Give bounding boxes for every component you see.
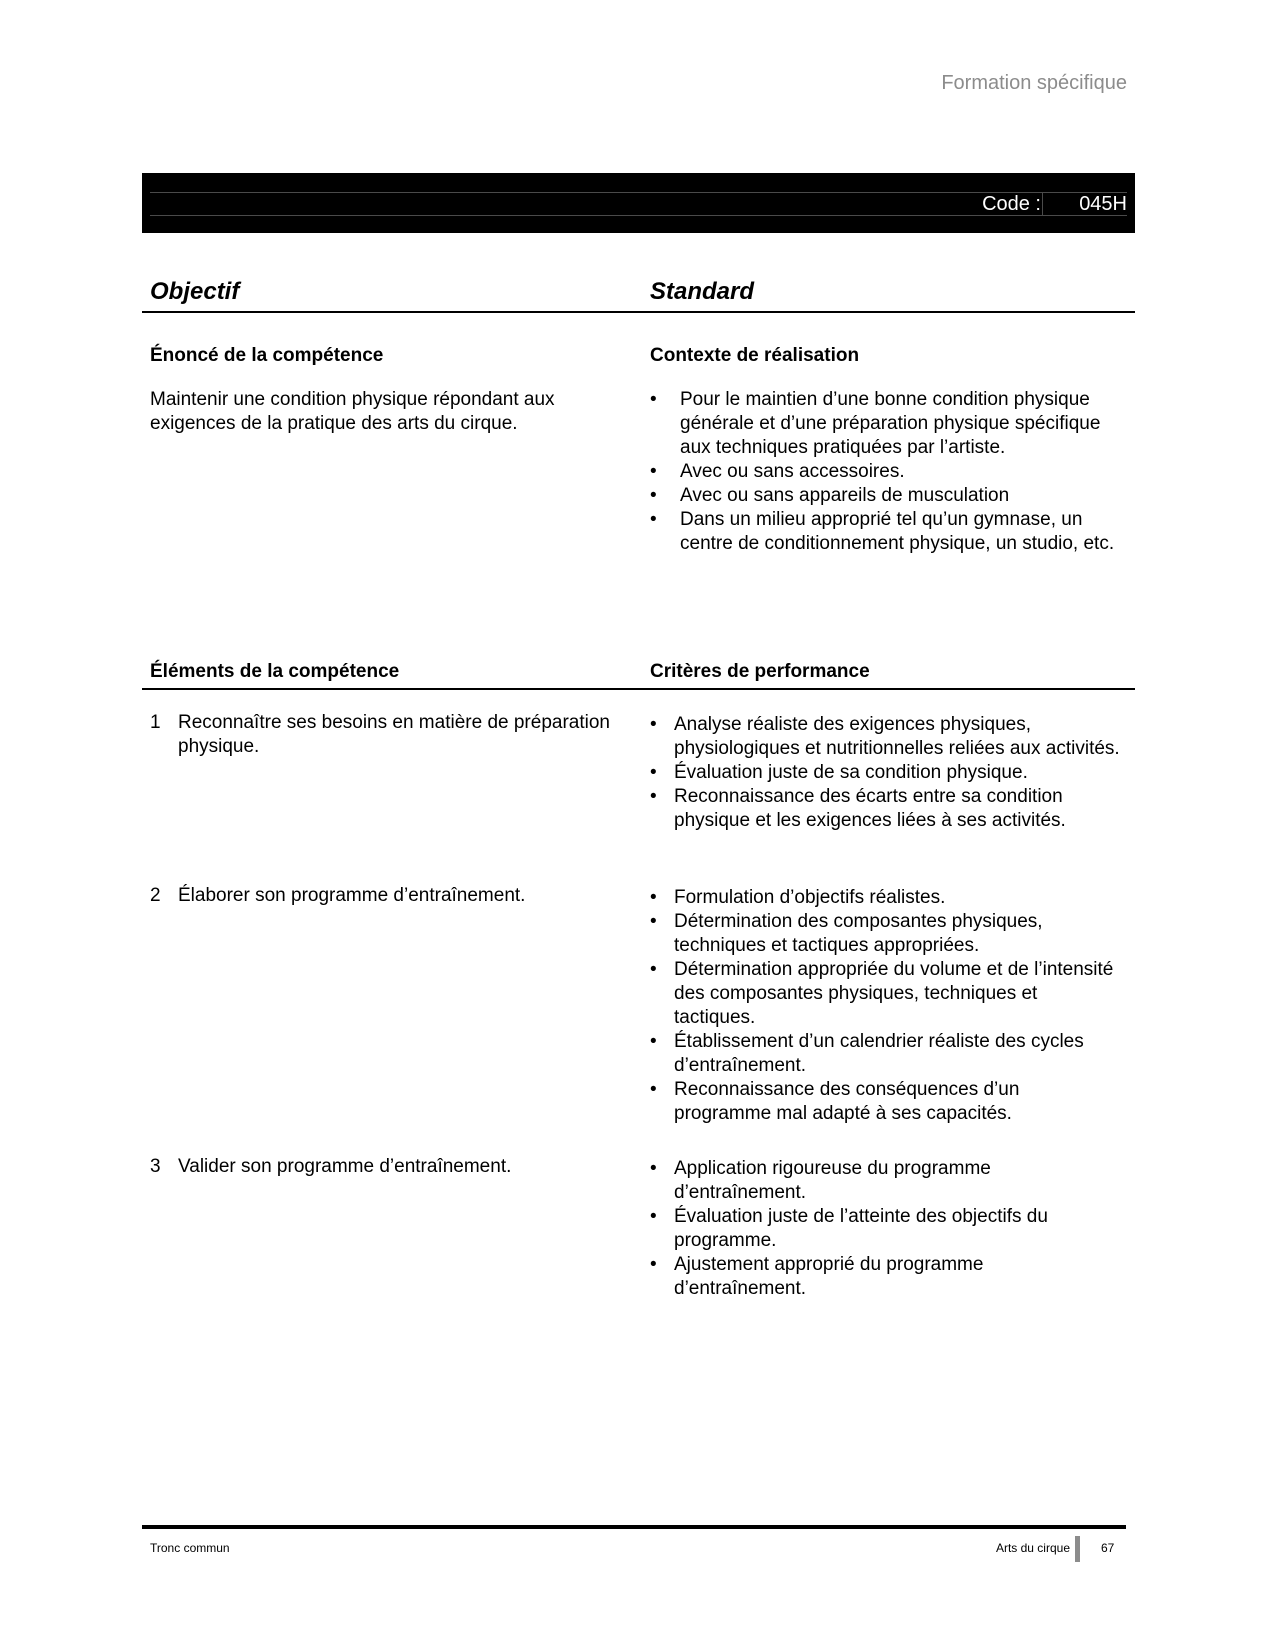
enonce-text: Maintenir une condition physique répondant aux exigences de la pratique des arts du cirque. — [150, 389, 555, 434]
list-item: • Évaluation juste de l’atteinte des objectifs du programme. — [650, 1206, 1048, 1251]
list-item: • Reconnaissance des conséquences d’un programme mal adapté à ses capacités. — [650, 1079, 1020, 1124]
section-heading-objectif: Objectif — [150, 278, 240, 305]
list-item: • Formulation d’objectifs réalistes. — [650, 887, 946, 908]
element-number: 2 — [150, 885, 161, 906]
code-value: 045H — [1079, 193, 1127, 215]
element-3 — [150, 1155, 620, 1179]
list-item: • Application rigoureuse du programme d’entraînement. — [650, 1158, 991, 1203]
element-2 — [150, 884, 620, 908]
page-number: 67 — [1101, 1541, 1115, 1555]
element-1 — [150, 711, 620, 759]
enonce-block — [150, 344, 620, 436]
list-item: • Avec ou sans accessoires. — [650, 461, 905, 482]
code-bar-rule-bottom — [150, 215, 1127, 216]
list-item: • Détermination des composantes physiques, techniques et tactiques appropriées. — [650, 911, 1043, 956]
list-item: • Pour le maintien d’une bonne condition physique générale et d’une préparation physique spécifique aux techniques pratiquées par l’artiste. — [650, 389, 1101, 458]
footer-left-label: Tronc commun — [150, 1541, 230, 1555]
list-item: • Dans un milieu approprié tel qu’un gymnase, un centre de conditionnement physique, un studio, etc. — [650, 509, 1115, 554]
list-item: • Évaluation juste de sa condition physique. — [650, 762, 1028, 783]
list-item: • Avec ou sans appareils de musculation — [650, 485, 1010, 506]
code-bar-rule-top — [150, 192, 1127, 193]
criteria-list-3 — [650, 1157, 1120, 1301]
list-item: • Établissement d’un calendrier réaliste des cycles d’entraînement. — [650, 1031, 1084, 1076]
heading-rule — [142, 311, 1135, 313]
elements-heading: Éléments de la compétence — [150, 661, 400, 682]
contexte-heading: Contexte de réalisation — [650, 345, 860, 366]
footer-program-title: Arts du cirque — [995, 1541, 1070, 1555]
element-number: 3 — [150, 1156, 161, 1177]
list-item: • Détermination appropriée du volume et de l’intensité des composantes physiques, techniques et tactiques. — [650, 959, 1114, 1028]
running-header: Formation spécifique — [941, 72, 1127, 94]
element-number: 1 — [150, 712, 161, 733]
heading-rule — [142, 688, 1135, 690]
contexte-block — [650, 344, 1130, 556]
criteria-list-1 — [650, 713, 1120, 833]
criteres-heading-block — [650, 660, 1140, 684]
contexte-list — [650, 388, 1130, 556]
section-heading-standard: Standard — [650, 278, 755, 305]
criteria-list-2 — [650, 886, 1120, 1126]
footer-rule — [142, 1525, 1126, 1529]
code-separator — [1042, 192, 1043, 215]
element-text: Reconnaître ses besoins en matière de préparation physique. — [178, 712, 610, 757]
list-item: • Analyse réaliste des exigences physiques, physiologiques et nutritionnelles reliées aux activités. — [650, 714, 1120, 759]
enonce-heading: Énoncé de la compétence — [150, 345, 384, 366]
element-text: Élaborer son programme d’entraînement. — [178, 885, 526, 906]
footer-separator-bar — [1075, 1536, 1080, 1562]
element-text: Valider son programme d’entraînement. — [178, 1156, 512, 1177]
elements-heading-block — [150, 660, 620, 684]
code-bar — [142, 173, 1135, 233]
code-label: Code : — [982, 193, 1041, 215]
list-item: • Ajustement approprié du programme d’entraînement. — [650, 1254, 984, 1299]
list-item: • Reconnaissance des écarts entre sa condition physique et les exigences liées à ses activités. — [650, 786, 1066, 831]
criteres-heading: Critères de performance — [650, 661, 870, 682]
